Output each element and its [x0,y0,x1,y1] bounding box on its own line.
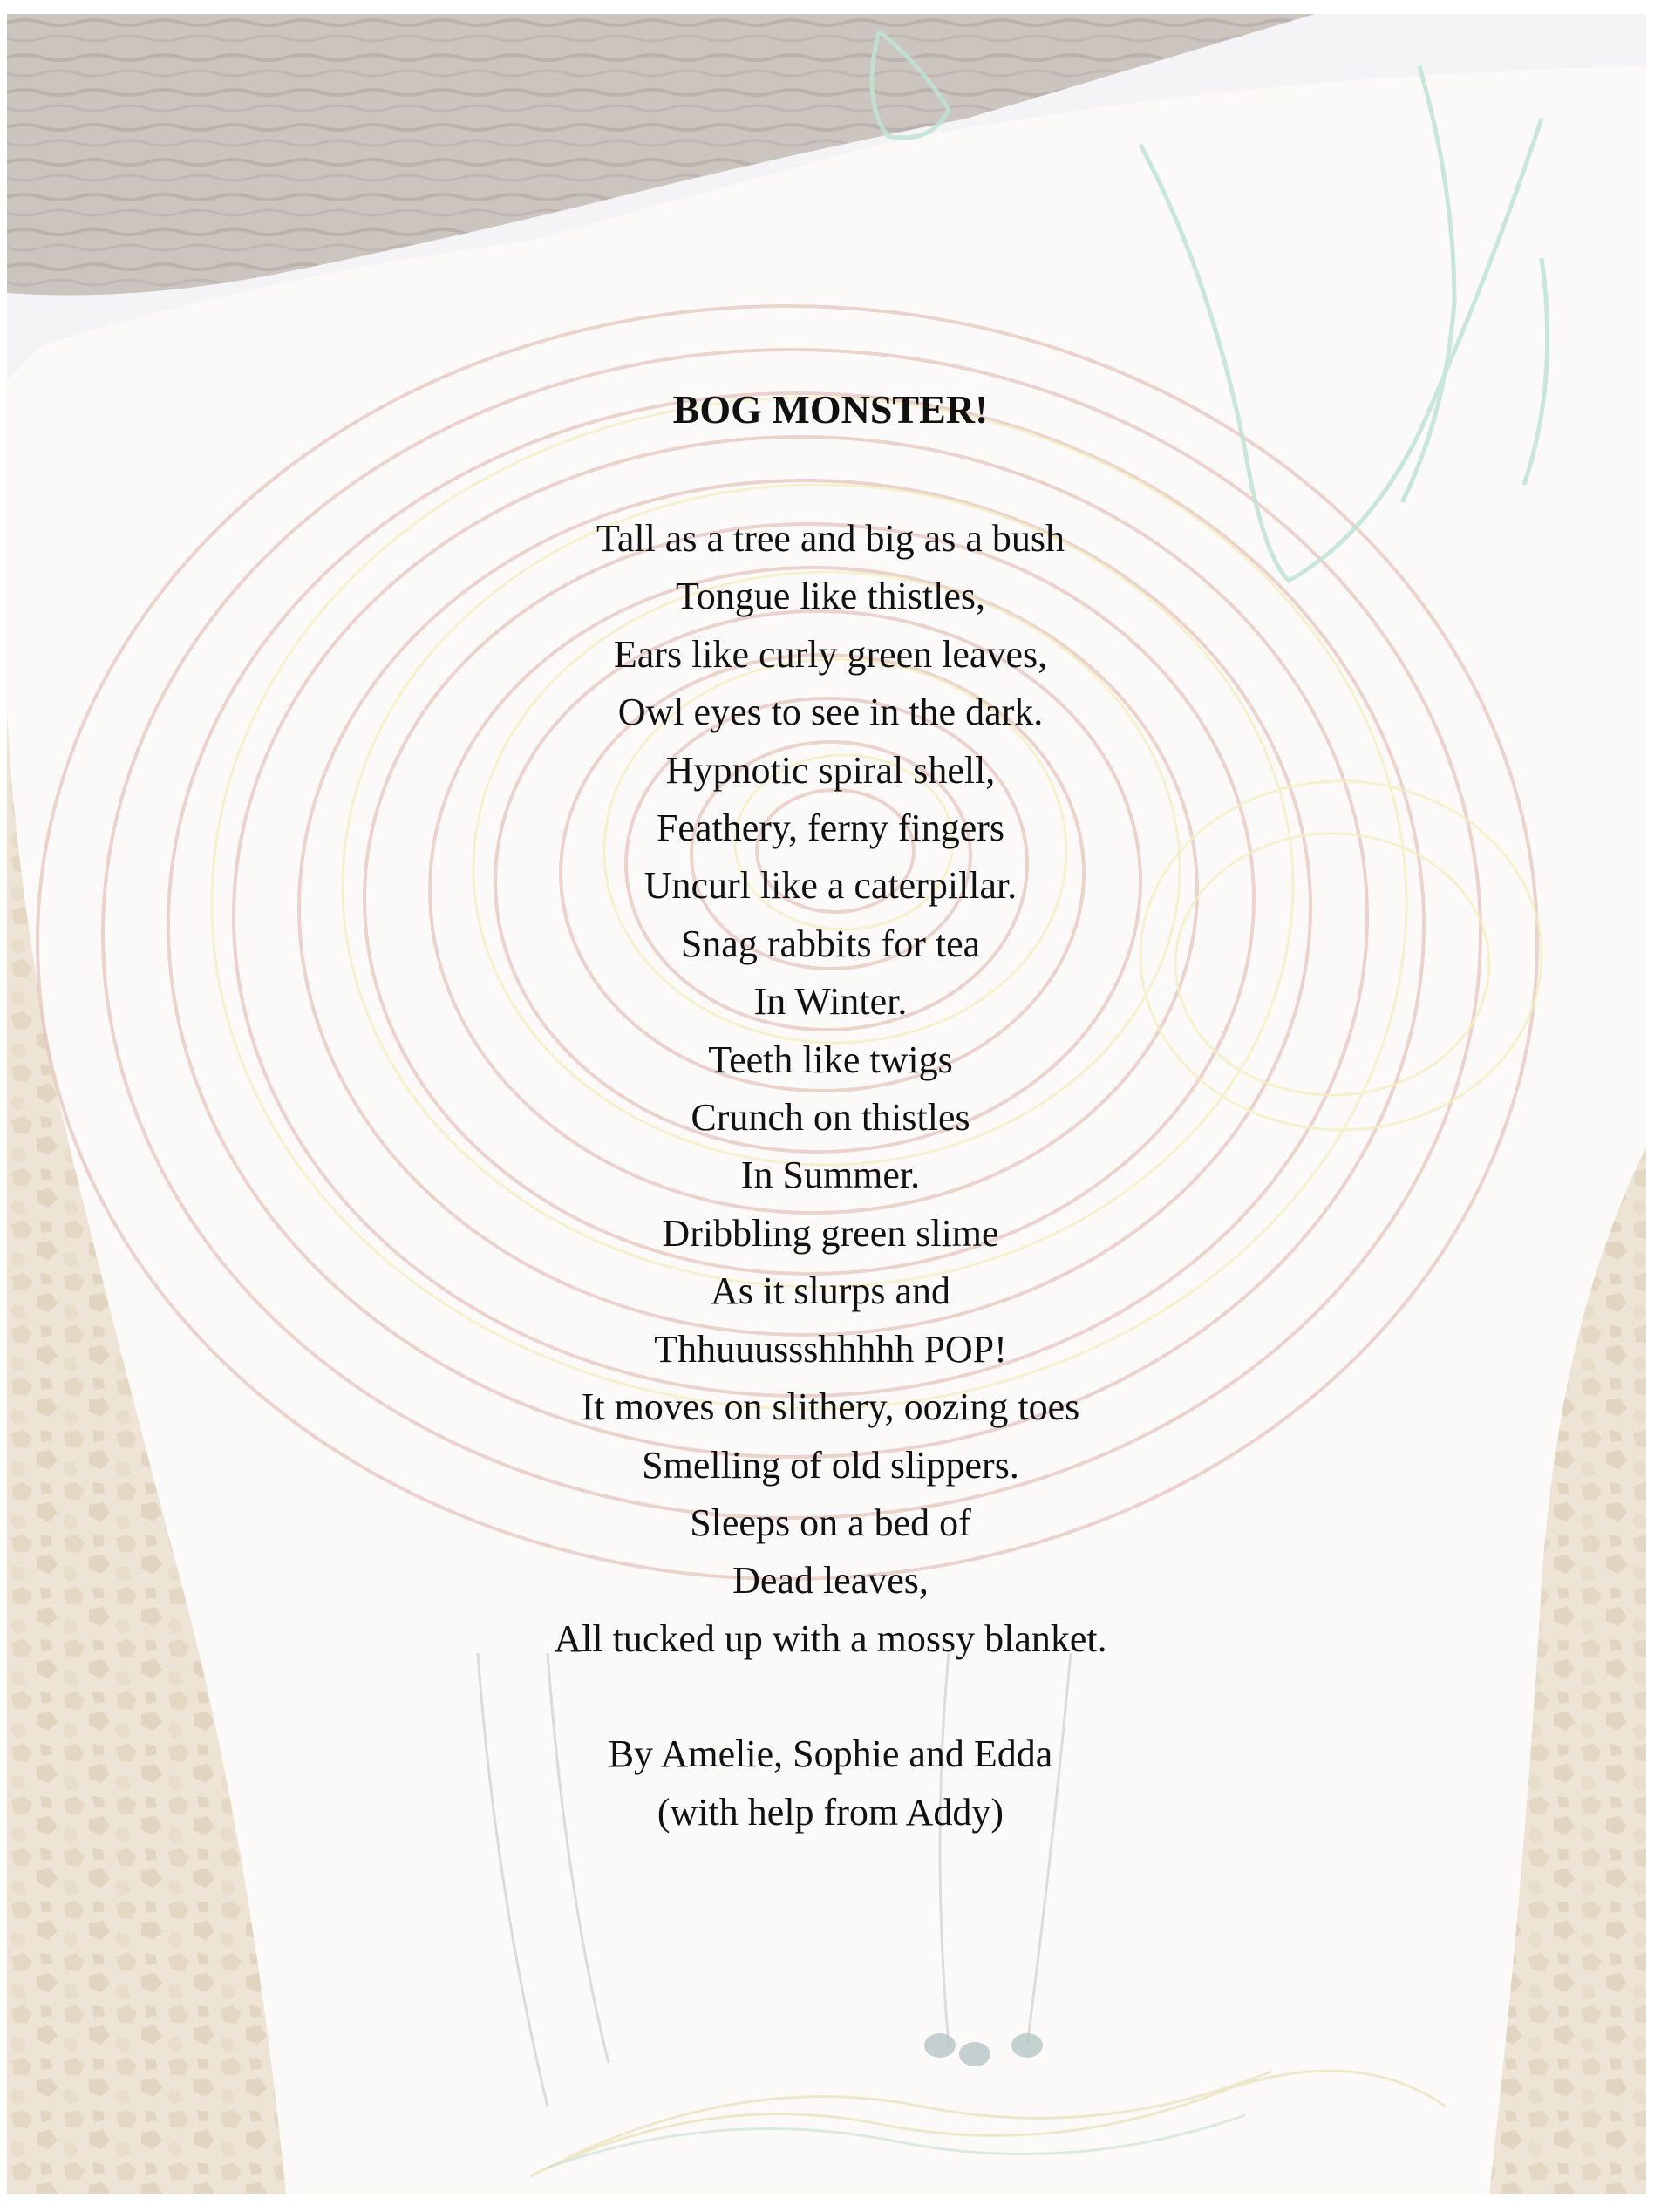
poem-line: Ears like curly green leaves, [613,632,1048,676]
poem-line: Sleeps on a bed of [690,1501,971,1544]
poem-line: Thhuuussshhhhh POP! [654,1327,1007,1371]
poem-line: Tall as a tree and big as a bush [596,517,1065,560]
credit-authors: By Amelie, Sophie and Edda [608,1732,1053,1776]
poem [0,384,1661,1841]
poem-line: In Winter. [753,980,908,1024]
poem-line: As it slurps and [711,1269,950,1313]
poem-line: It moves on slithery, oozing toes [581,1385,1080,1429]
poem-line: All tucked up with a mossy blanket. [554,1616,1107,1660]
poem-line: Uncurl like a caterpillar. [643,864,1018,908]
credit-helper: (with help from Addy) [657,1790,1004,1834]
poem-line: Smelling of old slippers. [642,1443,1019,1487]
poem-line: Dribbling green slime [662,1211,999,1255]
poem-lines [0,510,1661,1668]
poem-line: Crunch on thistles [691,1096,970,1140]
poem-line: Owl eyes to see in the dark. [617,691,1044,734]
poem-line: Hypnotic spiral shell, [665,748,996,792]
poem-credits [0,1725,1661,1841]
poem-line: Teeth like twigs [708,1038,953,1081]
poem-line: Feathery, ferny fingers [656,807,1005,850]
poem-title: BOG MONSTER! [672,387,989,432]
poem-line: In Summer. [740,1154,921,1197]
poem-line: Snag rabbits for tea [680,922,981,965]
poem-line: Tongue like thistles, [676,575,985,618]
poem-line: Dead leaves, [732,1559,929,1603]
